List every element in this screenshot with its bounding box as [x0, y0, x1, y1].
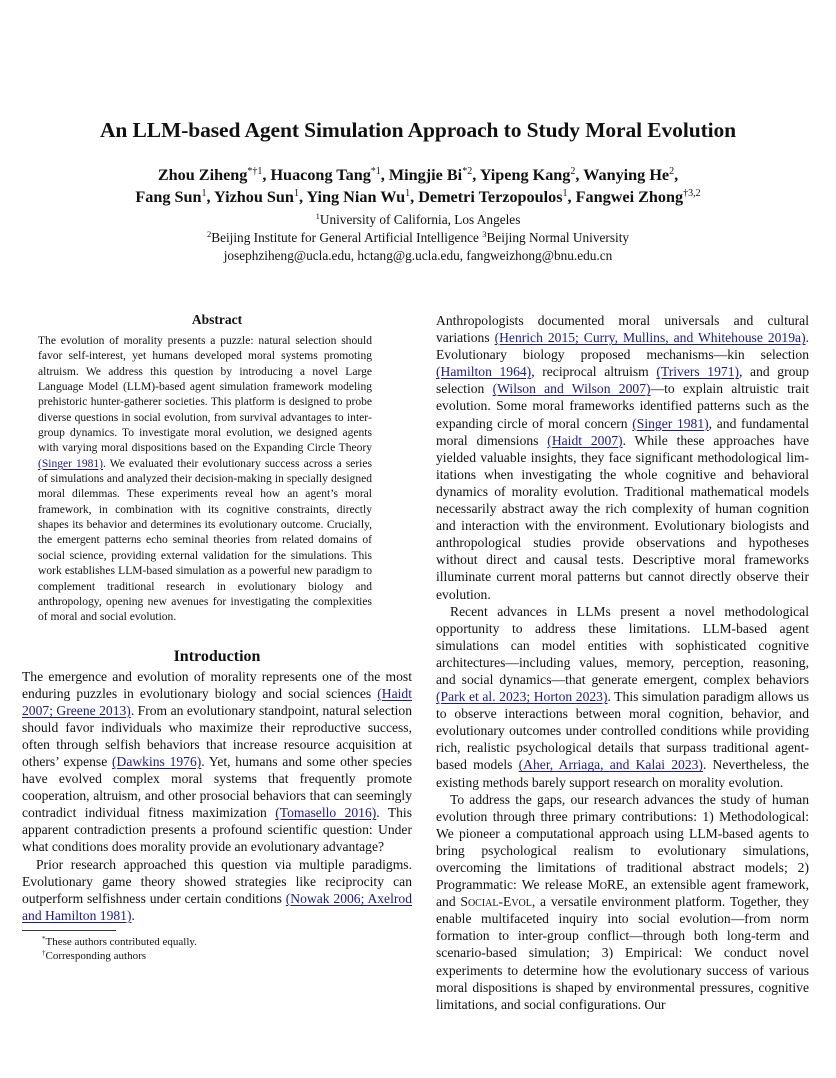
author: Fangwei Zhong$^{\dagger 3,2}$ [575, 188, 701, 206]
affiliation-1: $^1$University of California, Los Angeles [315, 211, 521, 227]
intro-paragraph-2-continued: Anthropologists documented moral universals and cultural variations (Henrich 2015; Curry, Mullins, and Whitehouse 2019a). Evolutionary biology proposed mechanisms—kin selection (Hamilton 1964), reciprocal altruism (Trivers 1971), and group selection (Wilson and Wilson 2007)—to explain altruistic trait evolution. Some moral frameworks identified patterns such as the expanding circle of moral concern (Singer 1981), and fundamental moral dimensions (Haidt 2007). While these approaches have yielded valuable insights, they face significant methodological limitations when investigating the whole cognitive and behavioral dynamics of morality evolution. Traditional mathematical models necessarily abstract away the rich complexity of human cognition and interaction with the environment. Evolutionary biologists and anthropological studies provide observations and hypotheses without direct and causal tests. Descriptive moral frameworks illuminate current moral patterns but cannot directly observe their evolution. [436, 313, 810, 602]
framework-name-more: MoRE [587, 877, 625, 893]
intro-paragraph-3: Recent advances in LLMs present a novel methodological opportunity to address these limitations. LLM-based agent simulations can model entities with sophisticated cognitive architectures—including values, memory, perception, reasoning, and social dynamics—that generate emergent, complex behaviors (Park et al. 2023; Horton 2023). This simulation paradigm allows us to observe interactions between moral cognition, behavior, and evolutionary outcomes under controlled conditions while providing rich, realistic psychological details that surpass traditional agent-based models (Aher, Arriaga, and Kalai 2023). Nevertheless, the existing methods barely support research on morality evolution. [436, 603, 809, 790]
author: Huacong Tang$^{*1}$ [270, 166, 381, 184]
citation-link[interactable]: (Dawkins 1976) [111, 754, 202, 769]
author: Mingjie Bi$^{*2}$ [388, 166, 473, 184]
intro-paragraph-4: To address the gaps, our research advances the study of human evolution through three primary contributions: 1) Methodological: We pioneer a computational approach using LLM-based agents to bring psychological realism to evolutionary simulations, overcoming the limitations of traditional abstract models; 2) Programmatic: We release MoRE, an extensible agent framework, and Social-Evol, a versatile environment platform. Together, they enable multifaceted inquiry into social evolution—from norm formation to inter-group conflict—through both long-term and scenario-based simulation; 3) Empirical: We conduct novel experiments to determine how the evolutionary success of various moral dispositions is shaped by environmental pressures, cognitive limitations, and social configurations. Our [436, 791, 809, 1012]
author: Yizhou Sun$^1$ [214, 188, 299, 206]
footnote-equal-contribution: *These authors contributed equally. [42, 934, 197, 948]
left-column [22, 312, 412, 963]
citation-link[interactable]: (Trivers 1971) [656, 364, 740, 380]
author-line-1: Zhou Ziheng$^{*\dagger 1}$, Huacong Tang$^{*1}$, Mingjie Bi$^{*2}$, Yipeng Kang$^2$, Wanying He$^2$, [157, 166, 679, 184]
author: Ying Nian Wu$^1$ [306, 188, 411, 206]
intro-paragraph-1: The emergence and evolution of morality represents one of the most enduring puzzles in evolutionary biology and social sciences (Haidt 2007; Greene 2013). From an evolutionary standpoint, natural selection should favor individuals who maximize their reproductive success, often through selfish behaviors that increase resource acquisition at others’ expense (Dawkins 1976). Yet, humans and some other species have evolved complex moral systems that frequently promote cooperation, altruism, and other prosocial behaviors that can seemingly contradict individual fitness maximization (Tomasello 2016). This apparent contradiction presents a profound scientific question: Under what conditions does morality provide an evolutionary advantage? [22, 668, 412, 855]
author: Yipeng Kang$^2$ [479, 166, 576, 184]
affiliation-2-3: $^2$Beijing Institute for General Artificial Intelligence $^3$Beijing Normal University [206, 229, 630, 245]
footnote-corresponding: †Corresponding authors [42, 948, 147, 962]
paper-title: An LLM-based Agent Simulation Approach to Study Moral Evolution [99, 118, 737, 142]
author-emails: josephziheng@ucla.edu, hctang@g.ucla.edu, fangweizhong@bnu.edu.cn [223, 248, 613, 263]
author: Wanying He$^2$ [583, 166, 675, 184]
affiliations [0, 211, 836, 265]
citation-link[interactable]: (Henrich 2015; Curry, Mullins, and Whitehouse 2019a) [494, 330, 806, 346]
citation-link[interactable]: (Haidt 2007; Greene 2013) [22, 685, 412, 718]
abstract-text: The evolution of morality presents a puzzle: natural selection should favor self-interest, yet humans developed moral systems promoting altruism. We address this question by introducing a novel Large Language Model (LLM)-based agent simulation framework modeling prehistoric hunter-gatherer societies. This platform is designed to probe diverse questions in social evolution, from survival advantages to intergroup dynamics. To investigate moral evolution, we designed agents with varying moral dispositions based on the Expanding Circle Theory (Singer 1981). We evaluated their evolutionary success across a series of simulations and analyzed their decision-making in specially designed moral dilemmas. These experiments reveal how an agent’s moral framework, in combination with its cognitive constraints, directly shapes its behavior and determines its evolutionary outcome. Crucially, the emergent patterns echo seminal theories from related domains of social science, providing external validation for the simulations. This work establishes LLM-based simulation as a powerful new paradigm to complement traditional research in evolutionary biology and anthropology, opening new avenues for investigating the complexities of moral and social evolution. [38, 335, 373, 624]
right-column [436, 312, 809, 1013]
author-list [0, 164, 836, 208]
author: Zhou Ziheng$^{*\dagger 1}$ [157, 166, 263, 184]
citation-link[interactable]: (Park et al. 2023; Horton 2023) [436, 689, 608, 705]
footnote-divider [22, 930, 116, 931]
citation-link[interactable]: (Tomasello 2016) [275, 805, 377, 821]
citation-link[interactable]: (Nowak 2006; Axelrod and Hamilton 1981) [22, 890, 412, 923]
citation-link[interactable]: (Wilson and Wilson 2007) [492, 381, 651, 397]
author-line-2: Fang Sun$^1$, Yizhou Sun$^1$, Ying Nian Wu$^1$, Demetri Terzopoulos$^1$, Fangwei Zhong$^{\dagger 3,2}$ [135, 188, 701, 206]
abstract-heading: Abstract [191, 312, 243, 327]
citation-link[interactable]: (Singer 1981) [632, 415, 709, 431]
citation-link[interactable]: (Aher, Arriaga, and Kalai 2023) [518, 757, 703, 773]
author: Fang Sun$^1$ [135, 188, 207, 206]
introduction-heading: Introduction [173, 647, 261, 665]
citation-link[interactable]: (Haidt 2007) [547, 432, 623, 448]
platform-name-social-evol: Social-Evol [460, 894, 532, 910]
citation-link[interactable]: (Hamilton 1964) [436, 364, 532, 380]
intro-paragraph-2: Prior research approached this question via multiple paradigms. Evolutionary game theory showed strategies like reciprocity can outperform selfishness under certain conditions (Nowak 2006; Axelrod and Hamilton 1981). [22, 856, 412, 923]
citation-link[interactable]: (Singer 1981) [38, 457, 104, 470]
author: Demetri Terzopoulos$^1$ [418, 188, 568, 206]
